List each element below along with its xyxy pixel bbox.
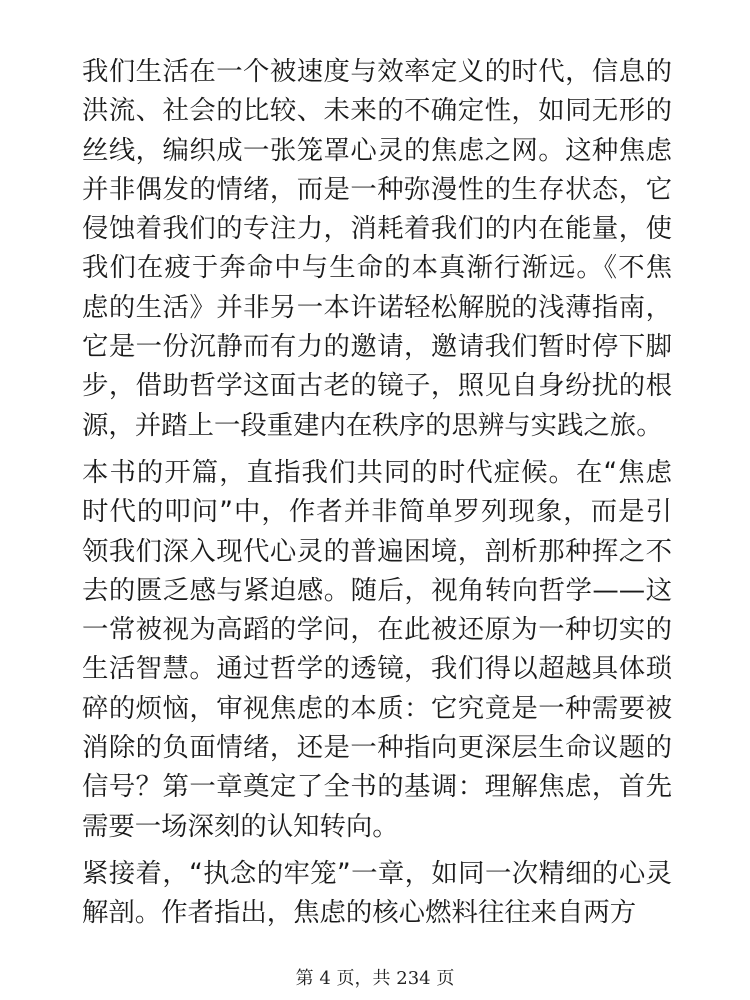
paragraph-3: 紧接着，“执念的牢笼”一章，如同一次精细的心灵解剖。作者指出，焦虑的核心燃料往往来自两方 (82, 857, 672, 929)
paragraph-2: 本书的开篇，直指我们共同的时代症候。在“焦虑时代的叩问”中，作者并非简单罗列现象，而是引领我们深入现代心灵的普遍困境，剖析那种挥之不去的匮乏感与紧迫感。随后，视角转向哲学——这一常被视为高蹈的学问，在此被还原为一种切实的生活智慧。通过哲学的透镜，我们得以超越具体琐碎的烦恼，审视焦虑的本质：它究竟是一种需要被消除的负面情绪，还是一种指向更深层生命议题的信号？第一章奠定了全书的基调：理解焦虑，首先需要一场深刻的认知转向。 (82, 456, 672, 842)
page-number-footer: 第 4 页，共 234 页 (295, 968, 455, 989)
paragraph-1: 我们生活在一个被速度与效率定义的时代，信息的洪流、社会的比较、未来的不确定性，如同无形的丝线，编织成一张笼罩心灵的焦虑之网。这种焦虑并非偶发的情绪，而是一种弥漫性的生存状态，它侵蚀着我们的专注力，消耗着我们的内在能量，使我们在疲于奔命中与生命的本真渐行渐远。《不焦虑的生活》并非另一本许诺轻松解脱的浅薄指南，它是一份沉静而有力的邀请，邀请我们暂时停下脚步，借助哲学这面古老的镜子，照见自身纷扰的根源，并踏上一段重建内在秩序的思辨与实践之旅。 (82, 56, 672, 441)
body-text (82, 52, 672, 941)
